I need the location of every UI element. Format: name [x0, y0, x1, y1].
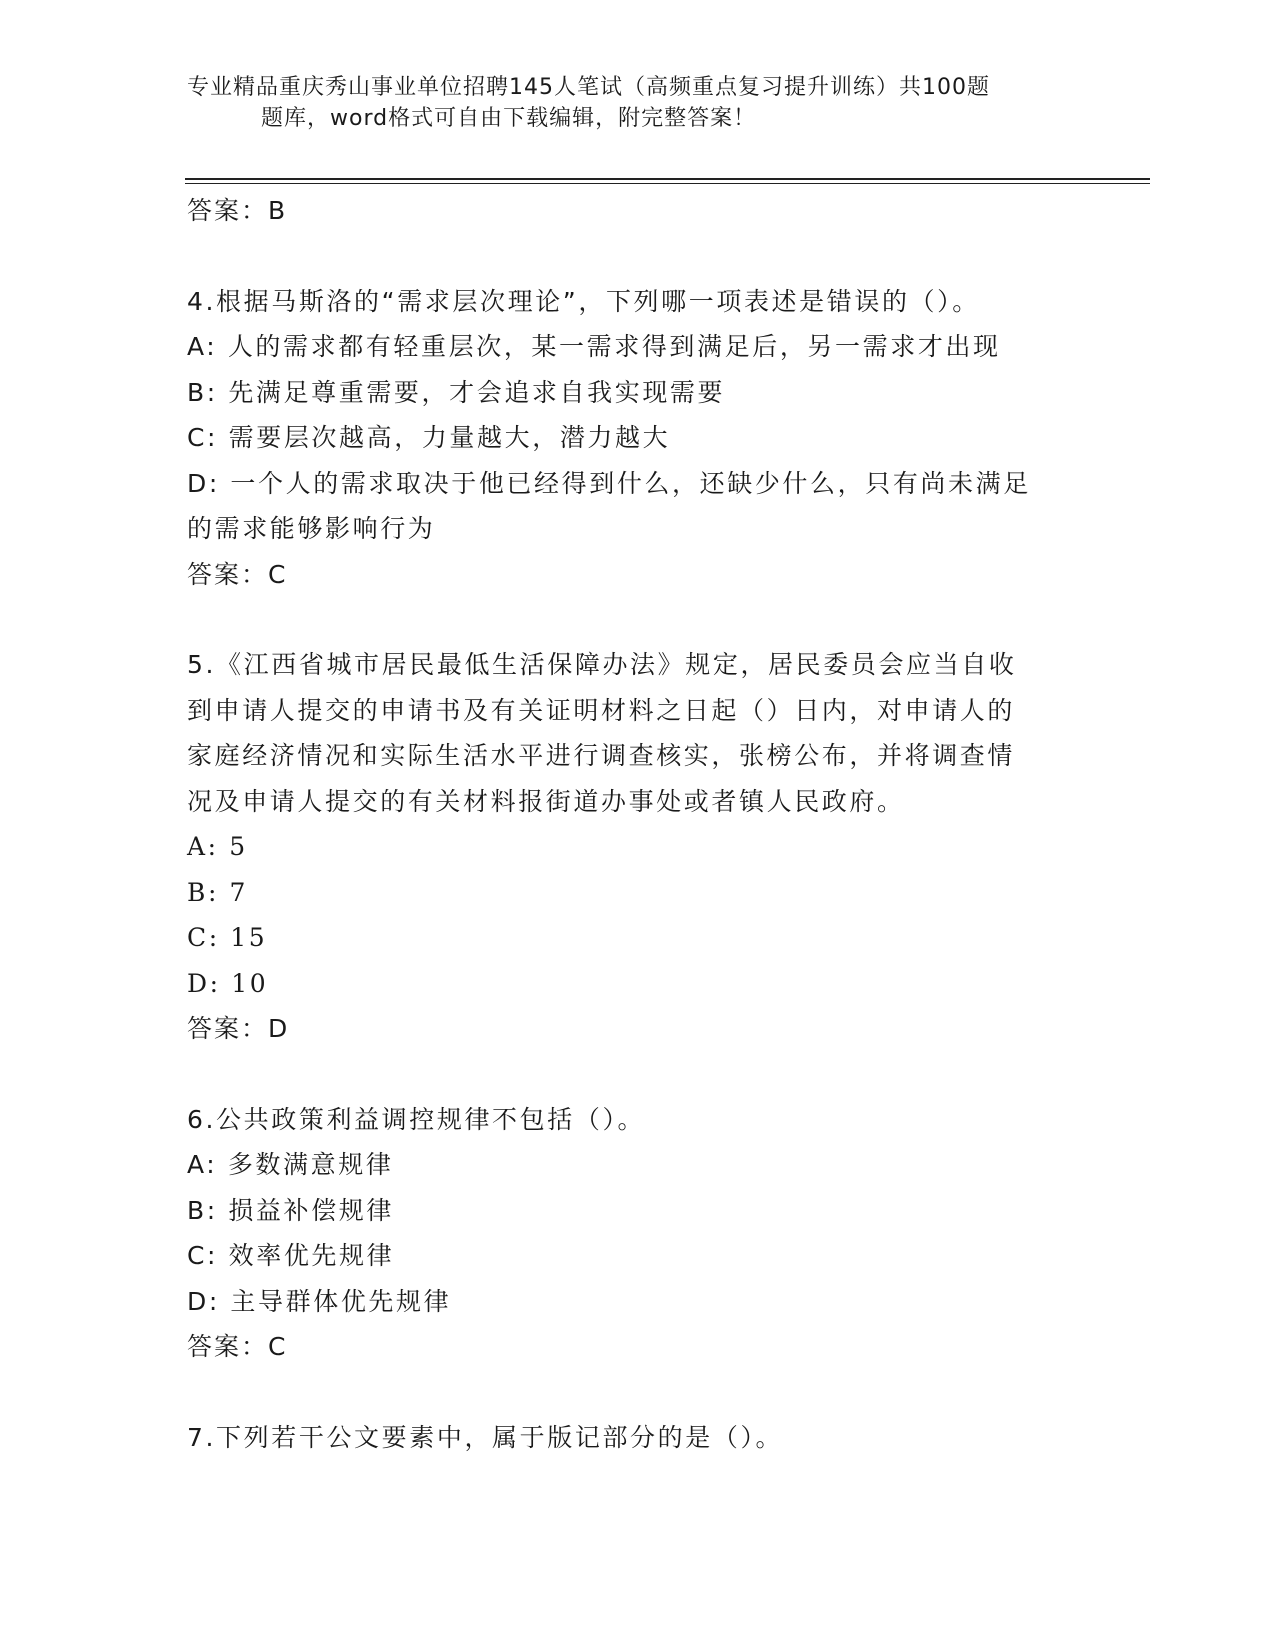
answer: 答案：C	[187, 1332, 288, 1361]
option-b: B: 先满足尊重需要，才会追求自我实现需要	[187, 377, 726, 407]
header-rule-thin	[185, 183, 1150, 184]
option-a: A: 多数满意规律	[187, 1150, 394, 1179]
header-rule-thick	[185, 178, 1150, 180]
option-c: C: 需要层次越高，力量越大，潜力越大	[187, 423, 671, 452]
option-a: A: 人的需求都有轻重层次，某一需求得到满足后，另一需求才出现	[187, 332, 1001, 361]
option-b: B: 7	[187, 877, 249, 907]
answer: 答案：C	[187, 559, 288, 589]
question-6	[187, 1097, 1087, 1370]
question-4	[187, 279, 1087, 598]
question-stem-line-2: 到申请人提交的申请书及有关证明材料之日起（）日内，对申请人的	[187, 695, 1016, 725]
answer: 答案：D	[187, 1014, 290, 1043]
question-stem-line-3: 家庭经济情况和实际生活水平进行调查核实，张榜公布，并将调查情	[187, 741, 1016, 770]
document-title	[187, 72, 1067, 134]
option-b: B: 损益补偿规律	[187, 1195, 394, 1225]
question-stem-line-4: 况及申请人提交的有关材料报街道办事处或者镇人民政府。	[187, 786, 905, 816]
question-stem: 6.公共政策利益调控规律不包括（）。	[187, 1104, 646, 1134]
question-stem: 7.下列若干公文要素中，属于版记部分的是（）。	[187, 1422, 784, 1452]
option-a: A: 5	[187, 832, 248, 861]
option-c: C: 15	[187, 923, 268, 952]
question-stem: 4.根据马斯洛的“需求层次理论”，下列哪一项表述是错误的（）。	[187, 286, 980, 316]
title-line-1: 专业精品重庆秀山事业单位招聘145人笔试（高频重点复习提升训练）共100题	[187, 75, 990, 100]
option-d-continued: 的需求能够影响行为	[187, 514, 436, 543]
question-7	[187, 1415, 1087, 1461]
title-line-2: 题库，word格式可自由下载编辑，附完整答案！	[261, 106, 757, 131]
option-d: D: 主导群体优先规律	[187, 1286, 452, 1316]
document-body	[187, 188, 1087, 1460]
option-d: D: 10	[187, 968, 269, 998]
answer-q3: 答案：B	[187, 196, 288, 225]
question-stem-line-1: 5.《江西省城市居民最低生活保障办法》规定，居民委员会应当自收	[187, 650, 1017, 679]
option-c: C: 效率优先规律	[187, 1241, 395, 1270]
question-5	[187, 642, 1087, 1052]
option-d: D: 一个人的需求取决于他已经得到什么，还缺少什么，只有尚未满足	[187, 468, 1031, 498]
